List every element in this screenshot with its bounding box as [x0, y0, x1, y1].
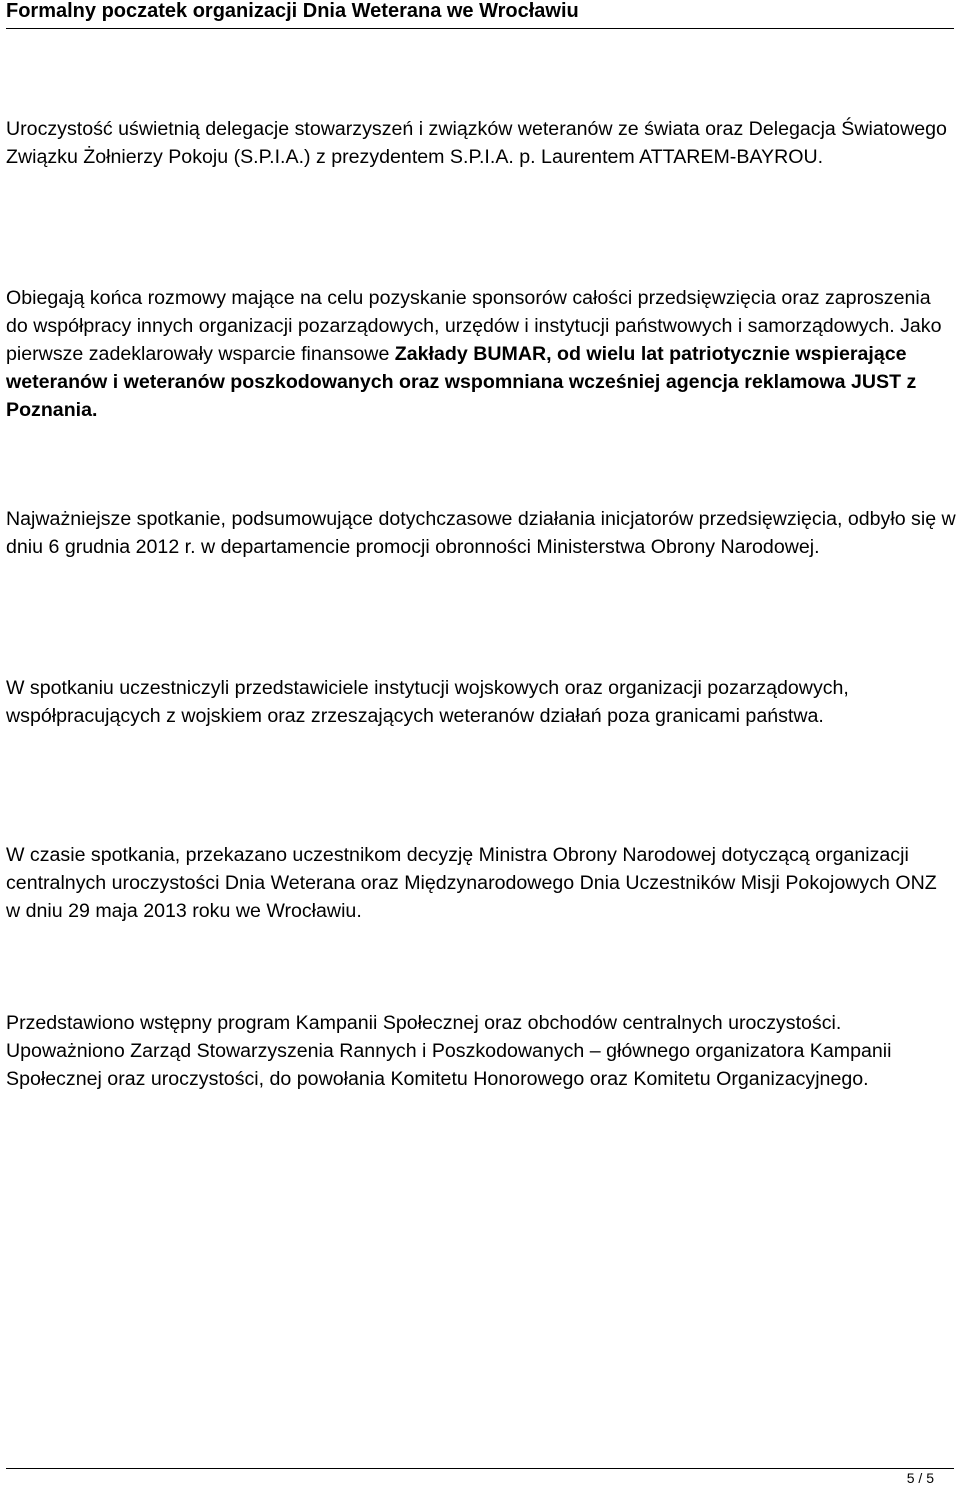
document-title: Formalny poczatek organizacji Dnia Weterana we Wrocławiu	[6, 0, 579, 22]
paragraph-sponsors-text: Obiegają końca rozmowy mające na celu pozyskanie sponsorów całości przedsięwzięcia oraz zaproszenia do współpracy innych organizacji pozarządowych, urzędów i instytucji państwowych i samorządowych. Jako pierwsze zadeklarowały wsparcie finansowe	[6, 287, 942, 365]
paragraph-sponsors-bold-text: Zakłady BUMAR, od wielu lat patriotycznie wspierające weteranów i weteranów poszkodowanych oraz wspomniana wcześniej agencja reklamowa JUST z Poznania.	[6, 343, 917, 421]
paragraph-program: Przedstawiono wstępny program Kampanii Społecznej oraz obchodów centralnych uroczystości. Upoważniono Zarząd Stowarzyszenia Rannych i Poszkodowanych – głównego organizatora Kampanii Społecznej oraz uroczystości, do powołania Komitetu Honorowego oraz Komitetu Organizacyjnego.	[6, 1012, 892, 1090]
footer-divider	[6, 1468, 954, 1469]
paragraph-decision: W czasie spotkania, przekazano uczestnikom decyzję Ministra Obrony Narodowej dotyczącą organizacji centralnych uroczystości Dnia Weterana oraz Międzynarodowego Dnia Uczestników Misji Pokojowych ONZ w dniu 29 maja 2013 roku we Wrocławiu.	[6, 844, 937, 922]
paragraph-meeting: Najważniejsze spotkanie, podsumowujące dotychczasowe działania inicjatorów przedsięwzięcia, odbyło się w dniu 6 grudnia 2012 r. w departamencie promocji obronności Ministerstwa Obrony Narodowej.	[6, 508, 956, 558]
paragraph-sponsors	[6, 284, 956, 424]
header-divider	[6, 28, 954, 29]
page-number: 5 / 5	[906, 1470, 934, 1486]
paragraph-delegations: Uroczystość uświetnią delegacje stowarzyszeń i związków weteranów ze świata oraz Delegacja Światowego Związku Żołnierzy Pokoju (S.P.I.A.) z prezydentem S.P.I.A. p. Laurentem ATTAREM-BAYROU.	[6, 118, 947, 168]
paragraph-participants: W spotkaniu uczestniczyli przedstawiciele instytucji wojskowych oraz organizacji pozarządowych, współpracujących z wojskiem oraz zrzeszających weteranów działań poza granicami państwa.	[6, 677, 849, 727]
